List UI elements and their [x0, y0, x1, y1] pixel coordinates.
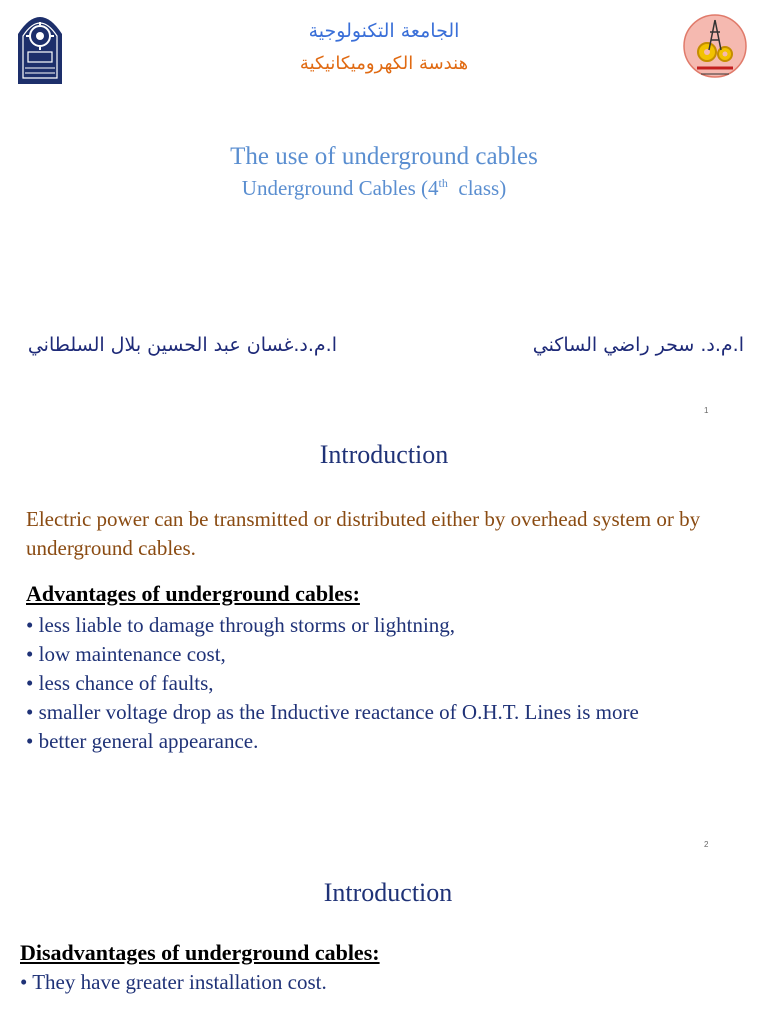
presentation-subtitle — [0, 176, 748, 201]
list-item: • They have greater installation cost. — [20, 970, 327, 994]
page-number: 2 — [704, 840, 709, 849]
intro-paragraph: Electric power can be transmitted or distributed either by overhead system or by underground cables. — [26, 507, 701, 560]
list-item: • low maintenance cost, — [26, 640, 639, 669]
subtitle-main: Underground Cables (4 — [241, 176, 439, 200]
presentation-title: The use of underground cables — [230, 143, 538, 170]
subtitle-superscript: th — [438, 176, 448, 190]
list-item: • smaller voltage drop as the Inductive reactance of O.H.T. Lines is more — [26, 698, 639, 727]
page-number: 1 — [704, 406, 709, 415]
slide-2 — [0, 430, 768, 860]
subtitle-end: class) — [447, 176, 507, 200]
list-item: • less chance of faults, — [26, 669, 639, 698]
slide-heading: Introduction — [323, 878, 453, 907]
disadvantages-heading: Disadvantages of underground cables: — [20, 940, 380, 965]
electromechanical-dept-logo-icon — [683, 10, 747, 84]
university-name: الجامعة التكنولوجية — [308, 20, 460, 42]
slide-heading: Introduction — [319, 440, 449, 469]
advantages-list — [26, 611, 639, 756]
list-item: • less liable to damage through storms or lightning, — [26, 611, 639, 640]
advantages-heading: Advantages of underground cables: — [26, 581, 360, 606]
university-seal-icon — [16, 6, 64, 86]
author-1: ا.م.د. سحر راضي الساكني — [532, 334, 744, 356]
slide-3 — [0, 860, 768, 1024]
department-name: هندسة الكهروميكانيكية — [299, 53, 469, 74]
list-item: • better general appearance. — [26, 727, 639, 756]
author-2: ا.م.د.غسان عبد الحسين بلال السلطاني — [27, 334, 337, 356]
slide-1 — [0, 0, 768, 430]
